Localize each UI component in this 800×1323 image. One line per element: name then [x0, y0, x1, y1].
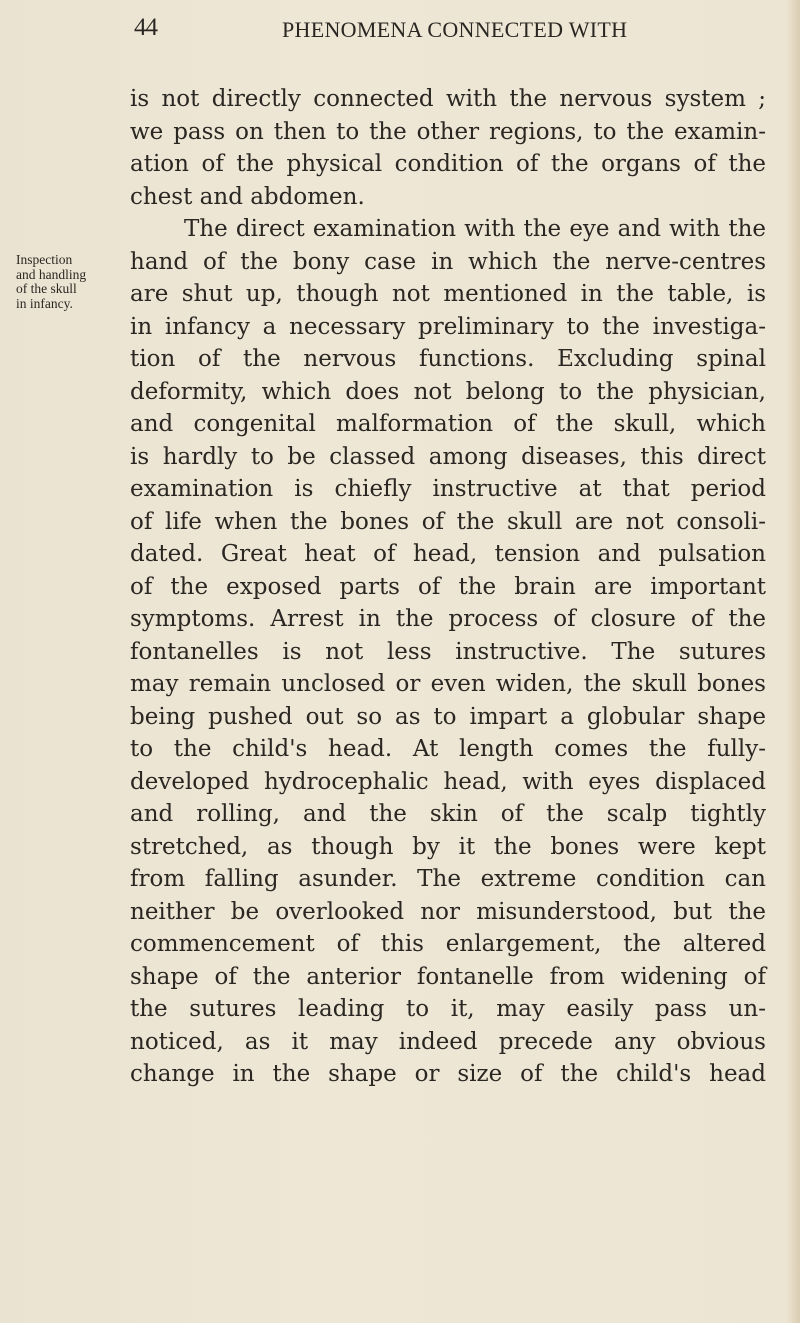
text-line: dated. Great heat of head, tension and pulsation: [130, 541, 766, 567]
text-line: the sutures leading to it, may easily pass un-: [130, 996, 766, 1022]
margin-note-line: of the skull: [16, 281, 77, 296]
text-line: fontanelles is not less instructive. The sutures: [130, 638, 766, 665]
text-line: tion of the nervous functions. Excluding spinal: [130, 346, 766, 372]
text-line: ation of the physical condition of the organs of the: [130, 151, 766, 177]
page-edge-shadow: [786, 0, 800, 1323]
text-line: chest and abdomen.: [130, 183, 365, 210]
text-line: being pushed out so as to impart a globular shape: [130, 703, 766, 730]
text-line: of the exposed parts of the brain are important: [130, 573, 766, 600]
text-line: may remain unclosed or even widen, the skull bones: [130, 671, 766, 697]
running-head: PHENOMENA CONNECTED WITH: [282, 17, 628, 42]
margin-note-line: Inspection: [16, 252, 73, 267]
text-line: symptoms. Arrest in the process of closure of the: [130, 606, 766, 632]
text-line: examination is chiefly instructive at that period: [130, 476, 766, 502]
text-line: in infancy a necessary preliminary to the investiga-: [130, 313, 766, 340]
text-line: from falling asunder. The extreme condition can: [130, 866, 766, 892]
text-line: stretched, as though by it the bones were kept: [130, 833, 766, 860]
text-line: shape of the anterior fontanelle from widening of: [130, 963, 766, 990]
text-line: hand of the bony case in which the nerve-centres: [130, 248, 766, 275]
text-line: developed hydrocephalic head, with eyes displaced: [130, 768, 766, 795]
text-line: The direct examination with the eye and with the: [184, 216, 766, 242]
text-line: of life when the bones of the skull are not consoli-: [130, 508, 766, 535]
body-text: [130, 83, 766, 1091]
margin-note-line: and handling: [16, 266, 87, 282]
text-line: is hardly to be classed among diseases, this direct: [130, 443, 766, 470]
text-line: to the child's head. At length comes the fully-: [130, 736, 766, 762]
page-number: 44: [134, 14, 157, 41]
text-line: are shut up, though not mentioned in the table, is: [130, 281, 766, 307]
text-line: is not directly connected with the nervous system ;: [130, 86, 766, 112]
text-line: we pass on then to the other regions, to the examin-: [130, 118, 766, 145]
text-line: neither be overlooked nor misunderstood, but the: [130, 898, 766, 925]
text-line: deformity, which does not belong to the physician,: [130, 378, 766, 405]
text-line: and rolling, and the skin of the scalp tightly: [130, 801, 766, 827]
text-line: and congenital malformation of the skull, which: [130, 411, 766, 437]
text-line: commencement of this enlargement, the altered: [130, 931, 766, 957]
margin-note: [16, 253, 126, 311]
margin-note-line: in infancy.: [16, 295, 73, 311]
text-line: noticed, as it may indeed precede any obvious: [130, 1028, 766, 1055]
text-line: change in the shape or size of the child's head: [130, 1061, 766, 1087]
